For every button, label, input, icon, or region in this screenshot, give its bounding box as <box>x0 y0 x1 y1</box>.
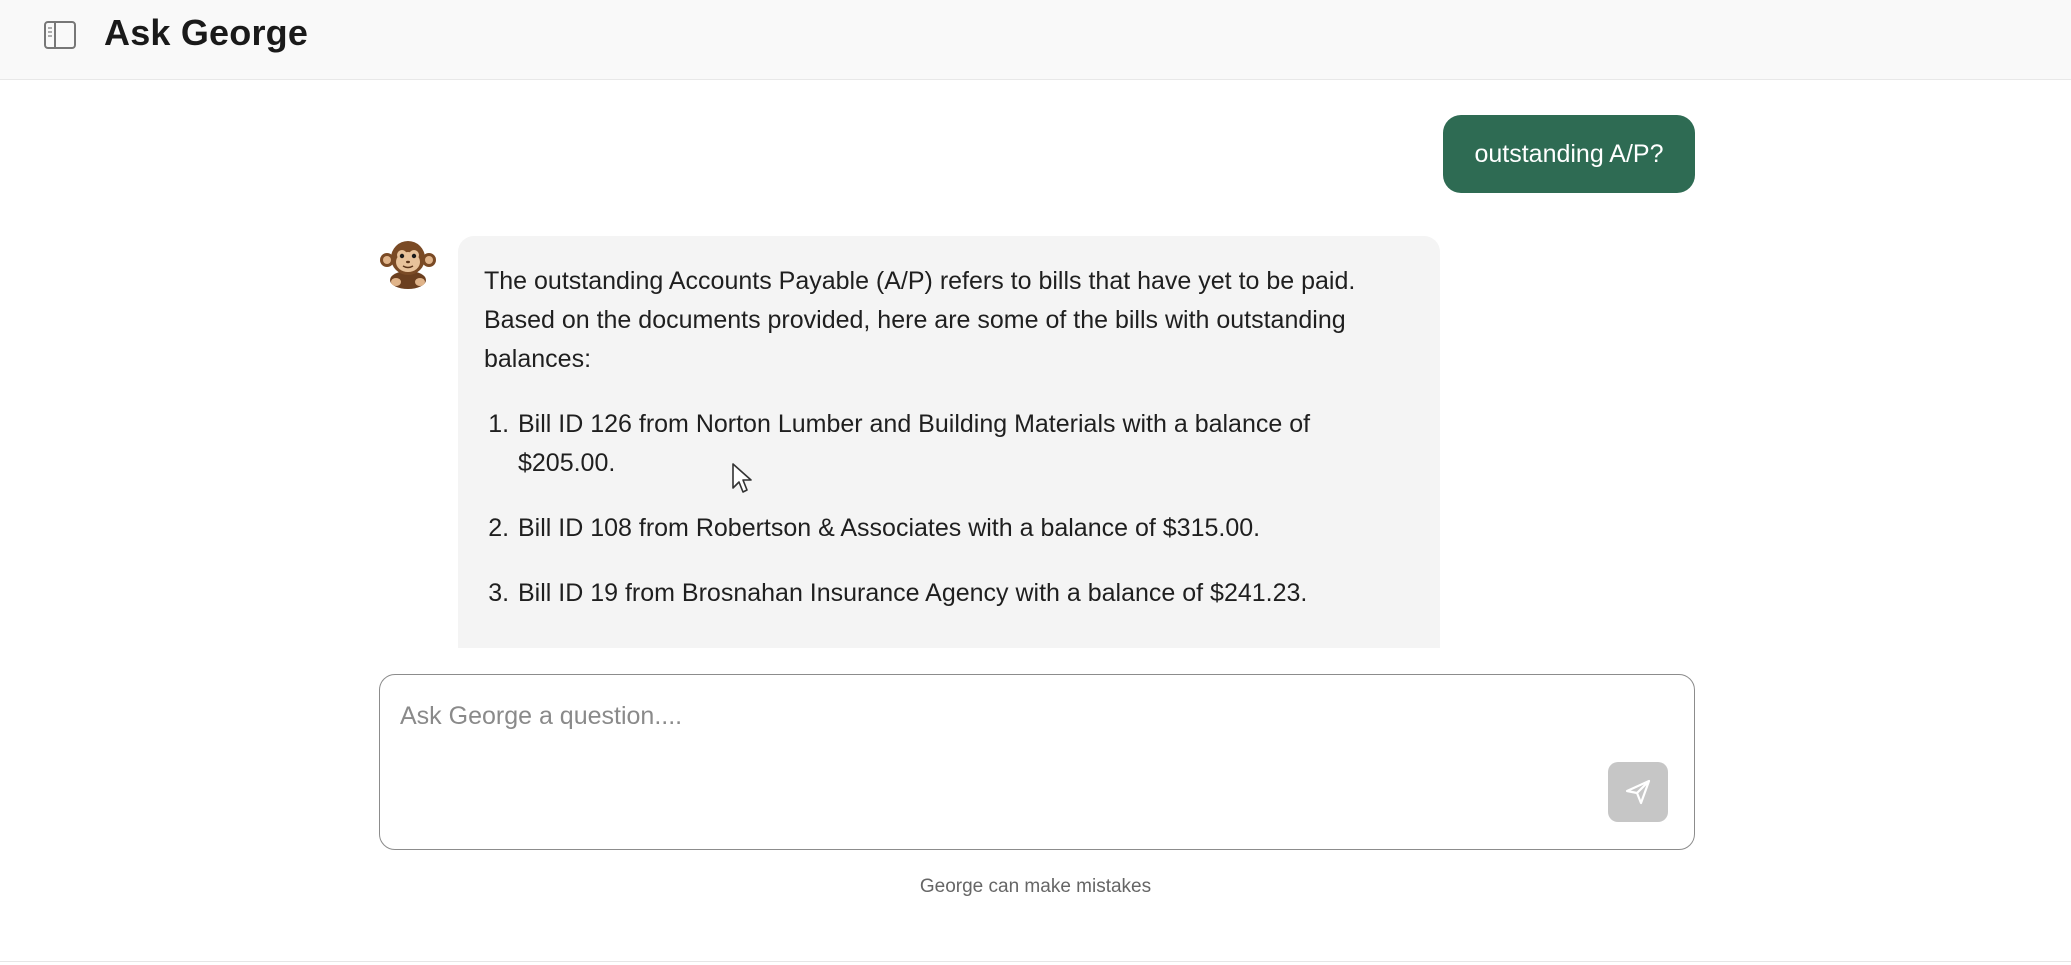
assistant-message-intro: The outstanding Accounts Payable (A/P) refers to bills that have yet to be paid. Based on the documents provided, here are some of the bills with outstanding balances: <box>484 267 1356 373</box>
send-button[interactable] <box>1608 762 1668 822</box>
mouse-cursor-icon <box>731 462 755 496</box>
page-title: Ask George <box>104 12 309 53</box>
disclaimer-text: George can make mistakes <box>919 876 1152 897</box>
send-icon <box>1623 777 1653 807</box>
user-message-bubble <box>1443 115 1695 193</box>
assistant-message-bubble <box>458 236 1440 648</box>
page-divider <box>0 961 2071 962</box>
question-input[interactable] <box>398 695 1602 737</box>
assistant-avatar <box>378 238 438 290</box>
sidebar-toggle-icon <box>43 20 77 50</box>
list-item: 3. Bill ID 19 from Brosnahan Insurance Agency with a balance of $241.23. <box>516 574 1414 613</box>
monkey-avatar-icon <box>378 238 438 290</box>
list-item: 2. Bill ID 108 from Robertson & Associates with a balance of $315.00. <box>516 509 1414 548</box>
question-composer <box>379 674 1695 850</box>
user-message-text: outstanding A/P? <box>1474 139 1664 168</box>
app-header <box>0 0 2071 80</box>
outstanding-bills-list <box>484 405 1414 613</box>
list-item: 1. Bill ID 126 from Norton Lumber and Building Materials with a balance of $205.00. <box>516 405 1414 483</box>
sidebar-toggle-button[interactable] <box>40 17 80 53</box>
